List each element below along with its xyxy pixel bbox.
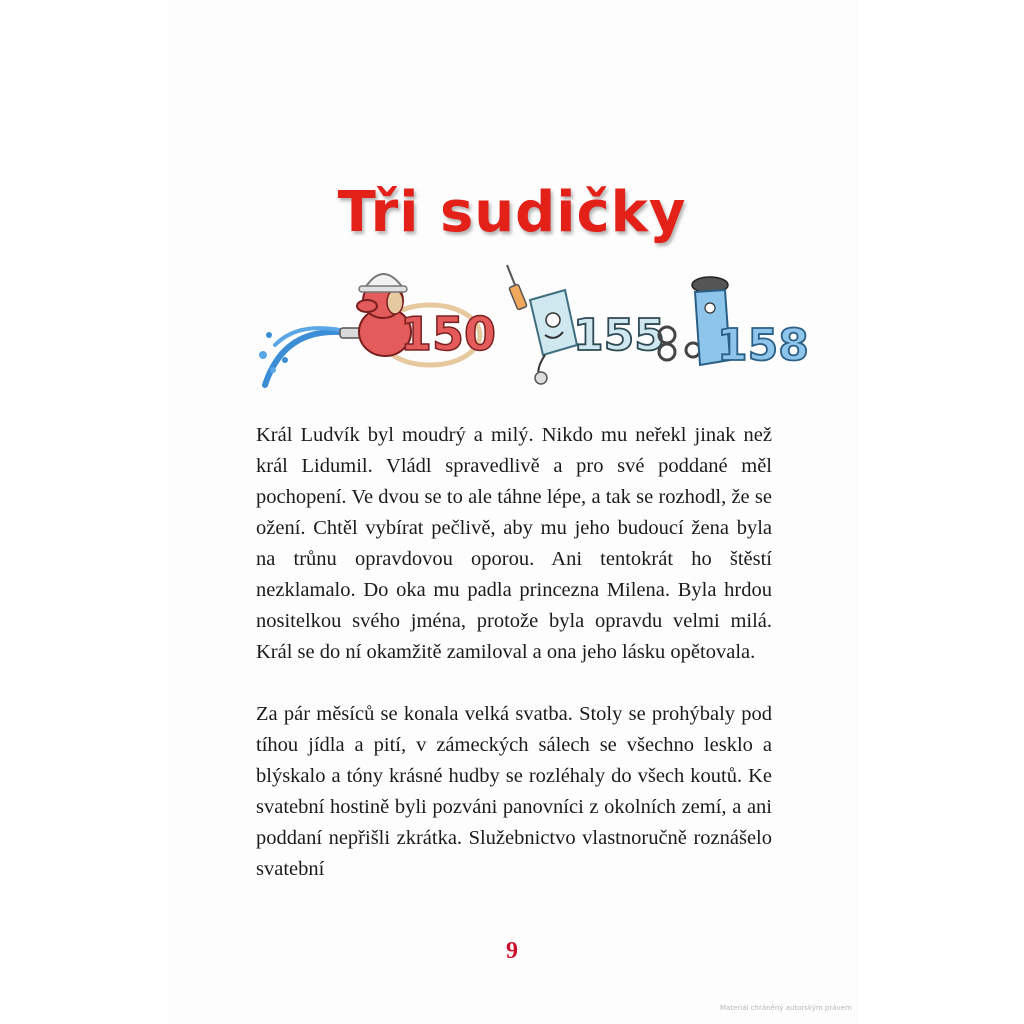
number-158: 158 <box>717 320 809 371</box>
emergency-illustrations <box>255 260 809 390</box>
paragraph: Za pár měsíců se konala velká svatba. Stoly se prohýbaly pod tíhou jídla a pití, v zámeckých sálech se všechno lesklo a blýskalo a tóny krásné hudby se rozléhaly do všech koutů. Ke svatební hostině byli pozváni panovníci z okolních zemí, a ani poddaní nepřišli zkrátka. Služebnictvo vlastnoručně roznášelo svatební <box>256 703 772 880</box>
hasic-dog-icon <box>259 274 496 385</box>
story-text <box>256 420 772 885</box>
number-155: 155 <box>573 310 665 361</box>
page-number: 9 <box>506 938 518 964</box>
chapter-title: Tři sudičky <box>337 180 687 245</box>
paragraph: Král Ludvík byl moudrý a milý. Nikdo mu neřekl jinak než král Lidumil. Vládl spravedlivě a pro své poddané měl pochopení. Ve dvou se to ale táhne lépe, a tak se rozhodl, že se ožení. Chtěl vybírat pečlivě, aby mu jeho budoucí žena byla na trůnu opravdovou oporou. Ani tentokrát ho štěstí nezklamalo. Do oka mu padla princezna Milena. Byla hrdou nositelkou svého jména, protože byla opravdu velmi milá. Král se do ní okamžitě zamiloval a ona jeho lásku opětovala. <box>256 424 772 663</box>
doctor-icon <box>507 265 665 384</box>
number-150: 150 <box>400 307 497 361</box>
copyright-watermark: Materiál chráněný autorským právem <box>720 1004 852 1012</box>
